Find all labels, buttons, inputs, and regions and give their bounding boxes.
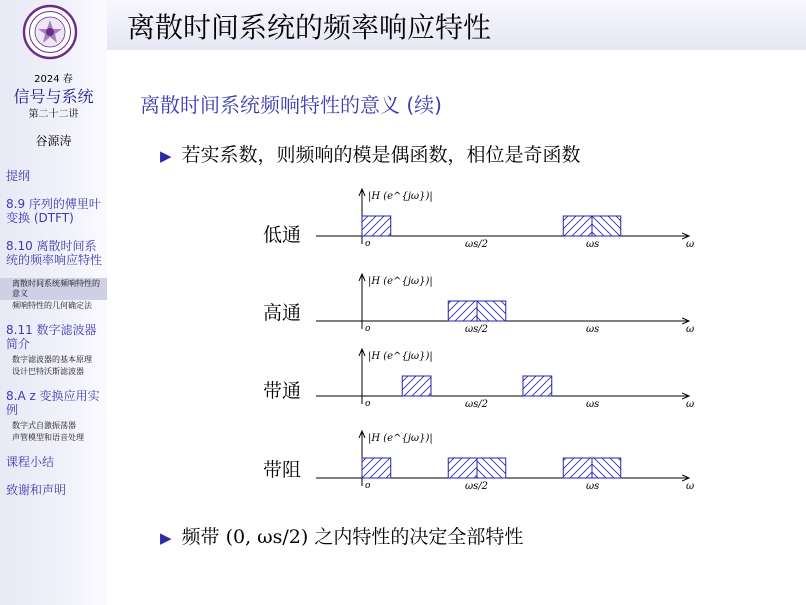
sampling-tick-label: ωs	[586, 324, 600, 335]
sidebar-nav-section[interactable]: 致谢和声明	[6, 483, 67, 497]
row-label-bandstop: 带阻	[263, 459, 302, 481]
magnitude-axis-label: |H (e^{jω})|	[368, 276, 433, 287]
sidebar-nav-section[interactable]: 8.A z 变换应用实例	[6, 389, 100, 417]
passband-block	[477, 301, 506, 321]
row-label-bandpass: 带通	[263, 380, 302, 402]
author-name: 谷源涛	[35, 134, 72, 148]
omega-axis-label: ω	[686, 324, 695, 335]
sidebar-nav-section[interactable]: 提纲	[6, 169, 31, 183]
sidebar-nav-section[interactable]: 8.11 数字滤波器简介	[6, 323, 97, 351]
passband-block	[448, 301, 477, 321]
sampling-tick-label: ωs	[586, 399, 600, 410]
passband-block	[523, 376, 552, 396]
sidebar-nav-subsection[interactable]: 离散时间系统频响特性的意义	[0, 278, 107, 300]
page-title: 离散时间系统的频率响应特性	[127, 11, 492, 44]
omega-axis-label: ω	[686, 239, 695, 250]
sidebar-nav-section[interactable]: 8.9 序列的傅里叶变换 (DTFT)	[6, 197, 101, 225]
sidebar-nav-subsection[interactable]: 频响特性的几何确定法	[12, 301, 92, 310]
origin-label: o	[365, 481, 371, 491]
sampling-tick-label: ωs	[586, 481, 600, 492]
passband-block	[563, 458, 592, 478]
passband-block	[592, 458, 621, 478]
omega-axis-label: ω	[686, 399, 695, 410]
origin-label: o	[365, 239, 371, 249]
origin-label: o	[365, 324, 371, 334]
sampling-tick-label: ωs	[586, 239, 600, 250]
magnitude-axis-label: |H (e^{jω})|	[368, 433, 433, 444]
row-label-highpass: 高通	[263, 302, 302, 324]
passband-block	[592, 216, 621, 236]
sidebar-nav-subsection[interactable]: 数字滤波器的基本原理	[12, 355, 92, 364]
origin-label: o	[365, 399, 371, 409]
passband-block	[362, 458, 391, 478]
course-title: 信号与系统	[13, 87, 94, 106]
bullet-triangle-icon: ▶	[160, 147, 172, 165]
bullet-text: 频带 (0, ωs/2) 之内特性的决定全部特性	[181, 526, 524, 548]
sidebar-nav-subsection[interactable]: 设计巴特沃斯滤波器	[12, 367, 84, 376]
sidebar-nav-section[interactable]: 8.10 离散时间系统的频率响应特性	[6, 239, 103, 267]
passband-block	[477, 458, 506, 478]
sidebar-nav-subsection[interactable]: 声管模型和语音处理	[12, 433, 84, 442]
passband-block	[448, 458, 477, 478]
lecture-number: 第二十二讲	[28, 109, 79, 120]
half-sampling-tick-label: ωs/2	[465, 324, 489, 335]
magnitude-axis-label: |H (e^{jω})|	[368, 191, 433, 202]
sidebar-nav-section[interactable]: 课程小结	[6, 455, 55, 469]
bullet-triangle-icon: ▶	[160, 529, 172, 547]
bullet-text: 若实系数，则频响的模是偶函数，相位是奇函数	[181, 144, 581, 166]
slide-subtitle: 离散时间系统频响特性的意义 (续)	[140, 93, 442, 117]
omega-axis-label: ω	[686, 481, 695, 492]
half-sampling-tick-label: ωs/2	[465, 399, 489, 410]
passband-block	[563, 216, 592, 236]
magnitude-axis-label: |H (e^{jω})|	[368, 351, 433, 362]
course-year: 2024 春	[34, 74, 73, 85]
row-label-lowpass: 低通	[263, 224, 302, 246]
passband-block	[362, 216, 391, 236]
passband-block	[402, 376, 431, 396]
half-sampling-tick-label: ωs/2	[465, 481, 489, 492]
half-sampling-tick-label: ωs/2	[465, 239, 489, 250]
sidebar-nav-subsection[interactable]: 数字式自激振荡器	[12, 421, 76, 430]
